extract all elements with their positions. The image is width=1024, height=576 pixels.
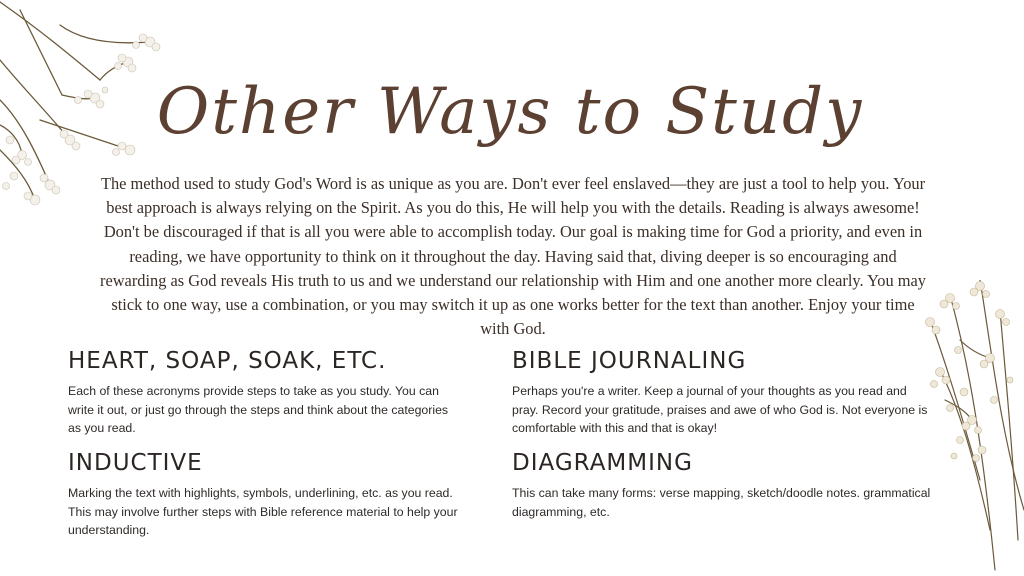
section-heading: DIAGRAMMING (512, 450, 693, 476)
section-body: This can take many forms: verse mapping, sketch/doodle notes. grammatical diagramming, etc. (512, 486, 931, 519)
method-inductive (68, 448, 458, 540)
section-body: Each of these acronyms provide steps to take as you study. You can write it out, or just go through the steps and think about the categories as you read. (68, 384, 449, 435)
section-heading: HEART, SOAP, SOAK, ETC. (68, 348, 387, 374)
method-diagramming (512, 448, 932, 521)
intro-paragraph: The method used to study God's Word is as unique as you are. Don't ever feel enslaved—they are just a tool to help you. Your best approach is always relying on the Spirit. As you do this, He will help you with the details. Reading is always awesome! Don't be discouraged if that is all you were able to accomplish today. Our goal is making time for God a priority, and even in reading, we have opportunity to think on it throughout the day. Having said that, diving deeper is so encouraging and rewarding as God reveals His truth to us and we understand our relationship with Him and one another more clearly. You may stick to one way, use a combination, or you may switch it up as one works better for the text than another. Enjoy your time with God. (99, 174, 926, 339)
method-heart-soap-soak (68, 346, 458, 438)
section-heading: BIBLE JOURNALING (512, 348, 747, 374)
dried-flowers-right (920, 280, 1024, 576)
section-heading: INDUCTIVE (68, 450, 203, 476)
page-title: Other Ways to Study (156, 75, 864, 149)
section-body: Marking the text with highlights, symbols, underlining, etc. as you read. This may involve further steps with Bible reference material to help your understanding. (68, 486, 458, 537)
method-bible-journaling (512, 346, 932, 438)
section-body: Perhaps you're a writer. Keep a journal of your thoughts as you read and pray. Record your gratitude, praises and awe of who God is. Not everyone is comfortable with this and that is okay! (512, 384, 928, 435)
